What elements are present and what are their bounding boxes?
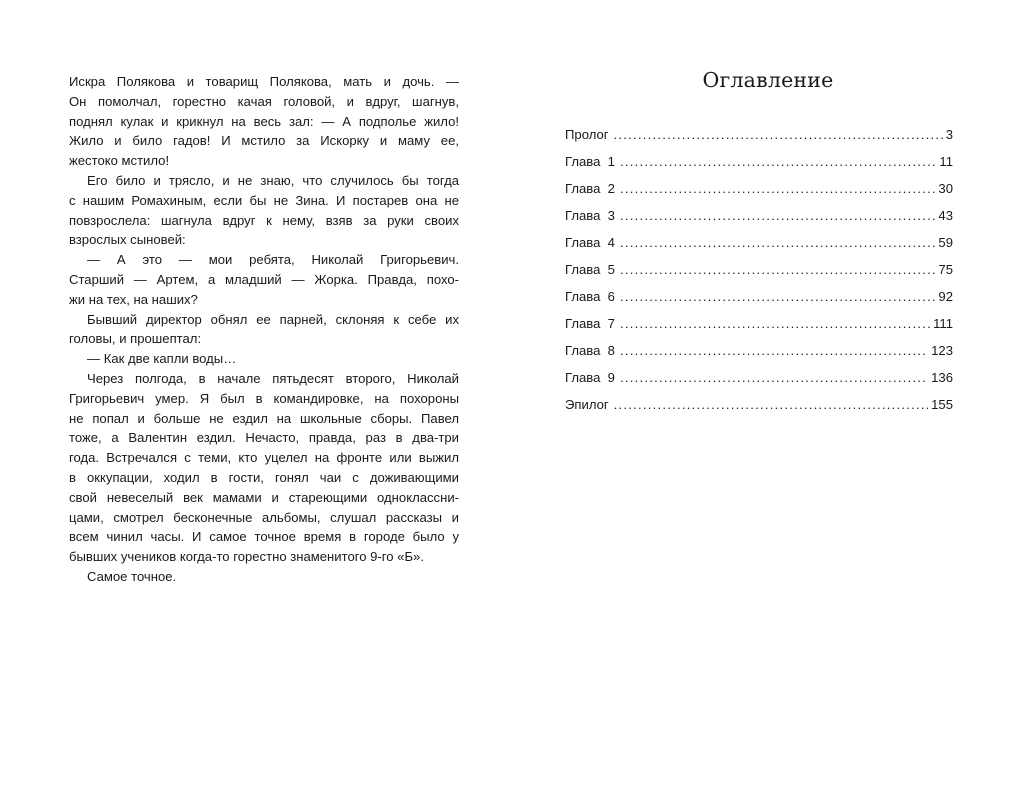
toc-leader-dots — [620, 314, 930, 334]
toc-leader-dots — [620, 368, 928, 388]
text-line: тоже, а Валентин ездил. Нечасто, правда, раз в два-три — [69, 430, 459, 446]
toc-entry-label: Глава 8 — [565, 343, 615, 358]
toc-entry[interactable] — [565, 179, 953, 206]
toc-leader-dots — [620, 287, 935, 307]
text-line: Он помолчал, горестно качая головой, и вдруг, шагнув, — [69, 93, 459, 109]
text-line: — Как две капли воды… — [87, 351, 237, 367]
text-line: бывших учеников когда-то горестно знаменитого 9-го «Б». — [69, 549, 424, 565]
toc-entry-page-number: 75 — [938, 262, 953, 277]
toc-entry-page-number: 3 — [945, 127, 953, 142]
text-line: года. Встречался с теми, кто уцелел на фронте или выжил — [69, 450, 459, 466]
toc-entry-label: Глава 5 — [565, 262, 615, 277]
toc-entry-label: Глава 6 — [565, 289, 615, 304]
text-line: повзрослела: шагнула вдруг к нему, взяв за руки своих — [69, 212, 459, 228]
toc-leader-dots — [620, 233, 935, 253]
toc-entry-page-number: 43 — [938, 208, 953, 223]
toc-entry[interactable] — [565, 152, 953, 179]
right-page — [512, 0, 1024, 788]
text-line: свой невеселый век мамами и стареющими одноклассни- — [69, 489, 459, 505]
toc-entry-page-number: 155 — [931, 397, 953, 412]
text-line: Григорьевич умер. Я был в командировке, на похороны — [69, 390, 459, 406]
toc-entry-label: Глава 1 — [565, 154, 615, 169]
text-line: не попал и больше не ездил на школьные сборы. Павел — [69, 410, 459, 426]
toc-entry-label: Эпилог — [565, 397, 609, 412]
body-text — [69, 72, 459, 587]
toc-entry[interactable] — [565, 125, 953, 152]
toc-entry[interactable] — [565, 395, 953, 422]
text-line: всем чинил часы. И самое точное время в городе было у — [69, 529, 459, 545]
toc-leader-dots — [620, 260, 935, 280]
toc-entry-page-number: 136 — [931, 370, 953, 385]
table-of-contents — [565, 125, 953, 422]
toc-entry-page-number: 92 — [938, 289, 953, 304]
toc-entry[interactable] — [565, 287, 953, 314]
text-line: — А это — мои ребята, Николай Григорьевич. — [87, 252, 459, 268]
toc-entry-page-number: 11 — [939, 154, 953, 169]
text-line: в оккупации, ходил в гости, гонял чаи с доживающими — [69, 469, 459, 485]
toc-leader-dots — [620, 152, 936, 172]
toc-entry-label: Глава 7 — [565, 316, 615, 331]
toc-entry-label: Глава 2 — [565, 181, 615, 196]
text-line: Через полгода, в начале пятьдесят второго, Николай — [87, 370, 459, 386]
toc-title: Оглавление — [702, 68, 834, 92]
text-line: жи на тех, на наших? — [69, 291, 198, 307]
text-line: Старший — Артем, а младший — Жорка. Правда, похо- — [69, 271, 459, 287]
toc-entry-label: Пролог — [565, 127, 609, 142]
text-line: головы, и прошептал: — [69, 331, 202, 347]
toc-entry[interactable] — [565, 206, 953, 233]
toc-entry[interactable] — [565, 368, 953, 395]
toc-entry-page-number: 123 — [931, 343, 953, 358]
toc-entry[interactable] — [565, 233, 953, 260]
text-line: Самое точное. — [87, 568, 177, 584]
text-line: поднял кулак и крикнул на весь зал: — А подполье жило! — [69, 113, 459, 129]
toc-entry-label: Глава 3 — [565, 208, 615, 223]
text-line: с нашим Ромахиным, если бы не Зина. И постарев она не — [69, 192, 459, 208]
toc-leader-dots — [620, 179, 935, 199]
text-line: Жило и било гадов! И мстило за Искорку и маму ее, — [69, 133, 459, 149]
toc-entry-page-number: 30 — [938, 181, 953, 196]
toc-leader-dots — [620, 206, 935, 226]
toc-entry[interactable] — [565, 314, 953, 341]
toc-leader-dots — [614, 395, 928, 415]
toc-leader-dots — [620, 341, 928, 361]
toc-entry[interactable] — [565, 341, 953, 368]
toc-entry[interactable] — [565, 260, 953, 287]
text-line: цами, смотрел бесконечные альбомы, слушал рассказы и — [69, 509, 459, 525]
text-line: Его било и трясло, и не знаю, что случилось бы тогда — [87, 172, 459, 188]
toc-entry-page-number: 111 — [933, 316, 953, 331]
toc-leader-dots — [614, 125, 943, 145]
text-line: взрослых сыновей: — [69, 232, 186, 248]
toc-entry-label: Глава 4 — [565, 235, 615, 250]
text-line: Бывший директор обнял ее парней, склоняя к себе их — [87, 311, 459, 327]
toc-entry-label: Глава 9 — [565, 370, 615, 385]
toc-entry-page-number: 59 — [938, 235, 953, 250]
text-line: Искра Полякова и товарищ Полякова, мать и дочь. — — [69, 74, 459, 89]
text-line: жестоко мстило! — [69, 153, 170, 169]
